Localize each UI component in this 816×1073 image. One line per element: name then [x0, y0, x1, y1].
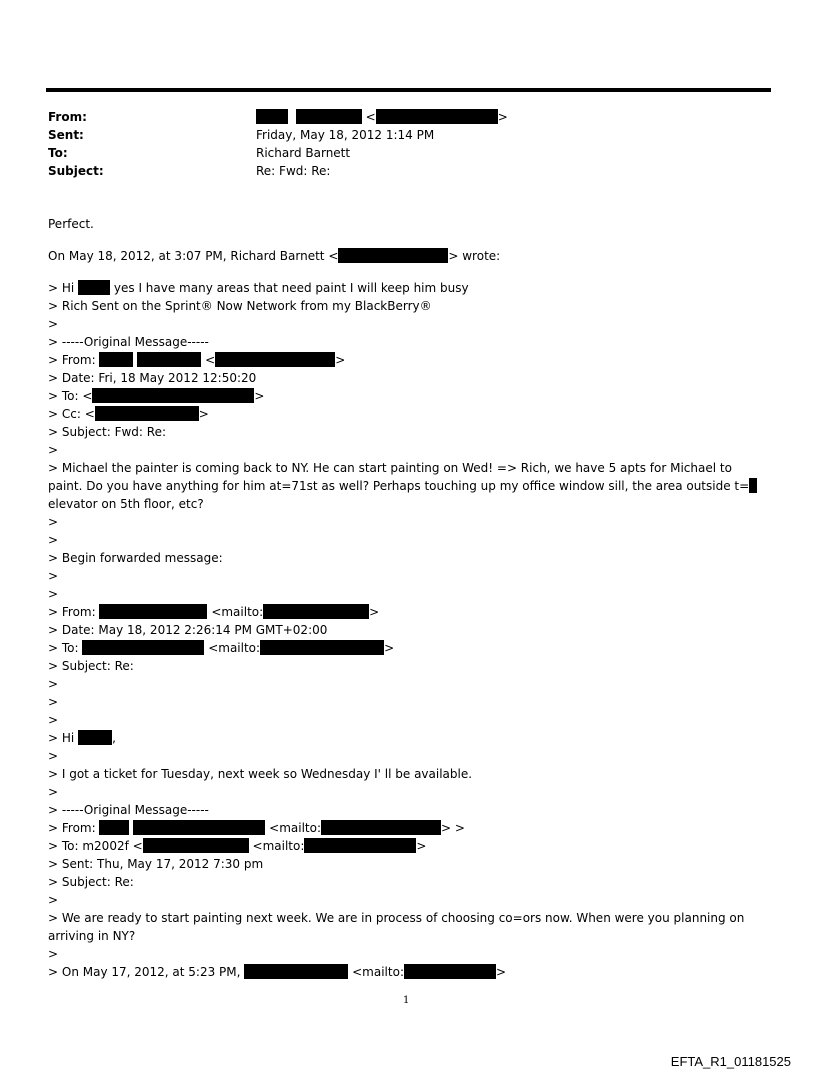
- redaction: [256, 109, 288, 124]
- bates-number: EFTA_R1_01181525: [670, 1054, 791, 1069]
- redaction: [133, 820, 265, 835]
- body-line: >: [48, 713, 59, 727]
- from-value: < >: [256, 108, 508, 126]
- redaction: [321, 820, 441, 835]
- body-line: > To: m2002f < <mailto: >: [48, 839, 427, 853]
- redaction: [78, 730, 112, 745]
- redaction: [92, 388, 254, 403]
- email-body: [48, 215, 768, 981]
- redaction: [244, 964, 348, 979]
- body-line: > Date: Fri, 18 May 2012 12:50:20: [48, 371, 257, 385]
- body-line: >: [48, 443, 59, 457]
- subject-label: Subject:: [48, 164, 104, 178]
- body-line: > Subject: Re:: [48, 875, 134, 889]
- redaction: [99, 352, 133, 367]
- body-line: > We are ready to start painting next week. We are in process of choosing co=ors now. When were you planning on arriving in NY?: [48, 911, 745, 943]
- body-line: > Subject: Re:: [48, 659, 134, 673]
- body-line: > From: <mailto: >: [48, 605, 380, 619]
- body-line: > Michael the painter is coming back to NY. He can start painting on Wed! => Rich, we have 5 apts for Michael to paint. Do you have anything for him at=71st as well? Perhaps touching up my office window sill, the area outside t= elevator on 5th floor, etc?: [48, 459, 768, 513]
- body-line: >: [48, 515, 59, 529]
- body-line: > Date: May 18, 2012 2:26:14 PM GMT+02:00: [48, 623, 328, 637]
- redaction: [260, 640, 384, 655]
- body-line: > From: <mailto: > >: [48, 821, 465, 835]
- body-line: > Begin forwarded message:: [48, 551, 223, 565]
- redaction: [99, 604, 207, 619]
- body-line: Perfect.: [48, 217, 94, 231]
- body-line: >: [48, 785, 59, 799]
- body-line: > To: < >: [48, 389, 265, 403]
- redaction: [137, 352, 201, 367]
- body-line: >: [48, 677, 59, 691]
- body-line: > Hi yes I have many areas that need paint I will keep him busy: [48, 281, 469, 295]
- redaction: [304, 838, 416, 853]
- redaction: [296, 109, 362, 124]
- redaction: [215, 352, 335, 367]
- body-line: >: [48, 695, 59, 709]
- header-rule: [46, 88, 771, 92]
- body-line: >: [48, 569, 59, 583]
- from-label: From:: [48, 110, 87, 124]
- body-line: > Sent: Thu, May 17, 2012 7:30 pm: [48, 857, 264, 871]
- body-line: > Rich Sent on the Sprint® Now Network from my BlackBerry®: [48, 299, 432, 313]
- body-line: > I got a ticket for Tuesday, next week so Wednesday I' ll be available.: [48, 767, 473, 781]
- body-line: >: [48, 533, 59, 547]
- redaction: [143, 838, 249, 853]
- body-line: > -----Original Message-----: [48, 335, 209, 349]
- body-line: > -----Original Message-----: [48, 803, 209, 817]
- body-line: > On May 17, 2012, at 5:23 PM, <mailto: >: [48, 965, 507, 979]
- body-line: >: [48, 893, 59, 907]
- body-line: > Hi ,: [48, 731, 116, 745]
- redaction: [376, 109, 498, 124]
- body-line: >: [48, 317, 59, 331]
- body-line: > Cc: < >: [48, 407, 209, 421]
- body-line: >: [48, 587, 59, 601]
- body-line: > Subject: Fwd: Re:: [48, 425, 167, 439]
- redaction: [78, 280, 110, 295]
- body-line: On May 18, 2012, at 3:07 PM, Richard Barnett < > wrote:: [48, 249, 501, 263]
- redaction: [263, 604, 369, 619]
- sent-value: Friday, May 18, 2012 1:14 PM: [256, 128, 435, 142]
- body-line: >: [48, 749, 59, 763]
- body-line: >: [48, 947, 59, 961]
- redaction: [749, 478, 757, 493]
- to-value: Richard Barnett: [256, 146, 351, 160]
- redaction: [95, 406, 199, 421]
- redaction: [82, 640, 204, 655]
- page-number: 1: [403, 995, 410, 1006]
- body-line: > To: <mailto: >: [48, 641, 395, 655]
- to-label: To:: [48, 146, 68, 160]
- sent-label: Sent:: [48, 128, 84, 142]
- redaction: [99, 820, 129, 835]
- subject-value: Re: Fwd: Re:: [256, 164, 331, 178]
- redaction: [404, 964, 496, 979]
- redaction: [338, 248, 448, 263]
- body-line: > From: < >: [48, 353, 346, 367]
